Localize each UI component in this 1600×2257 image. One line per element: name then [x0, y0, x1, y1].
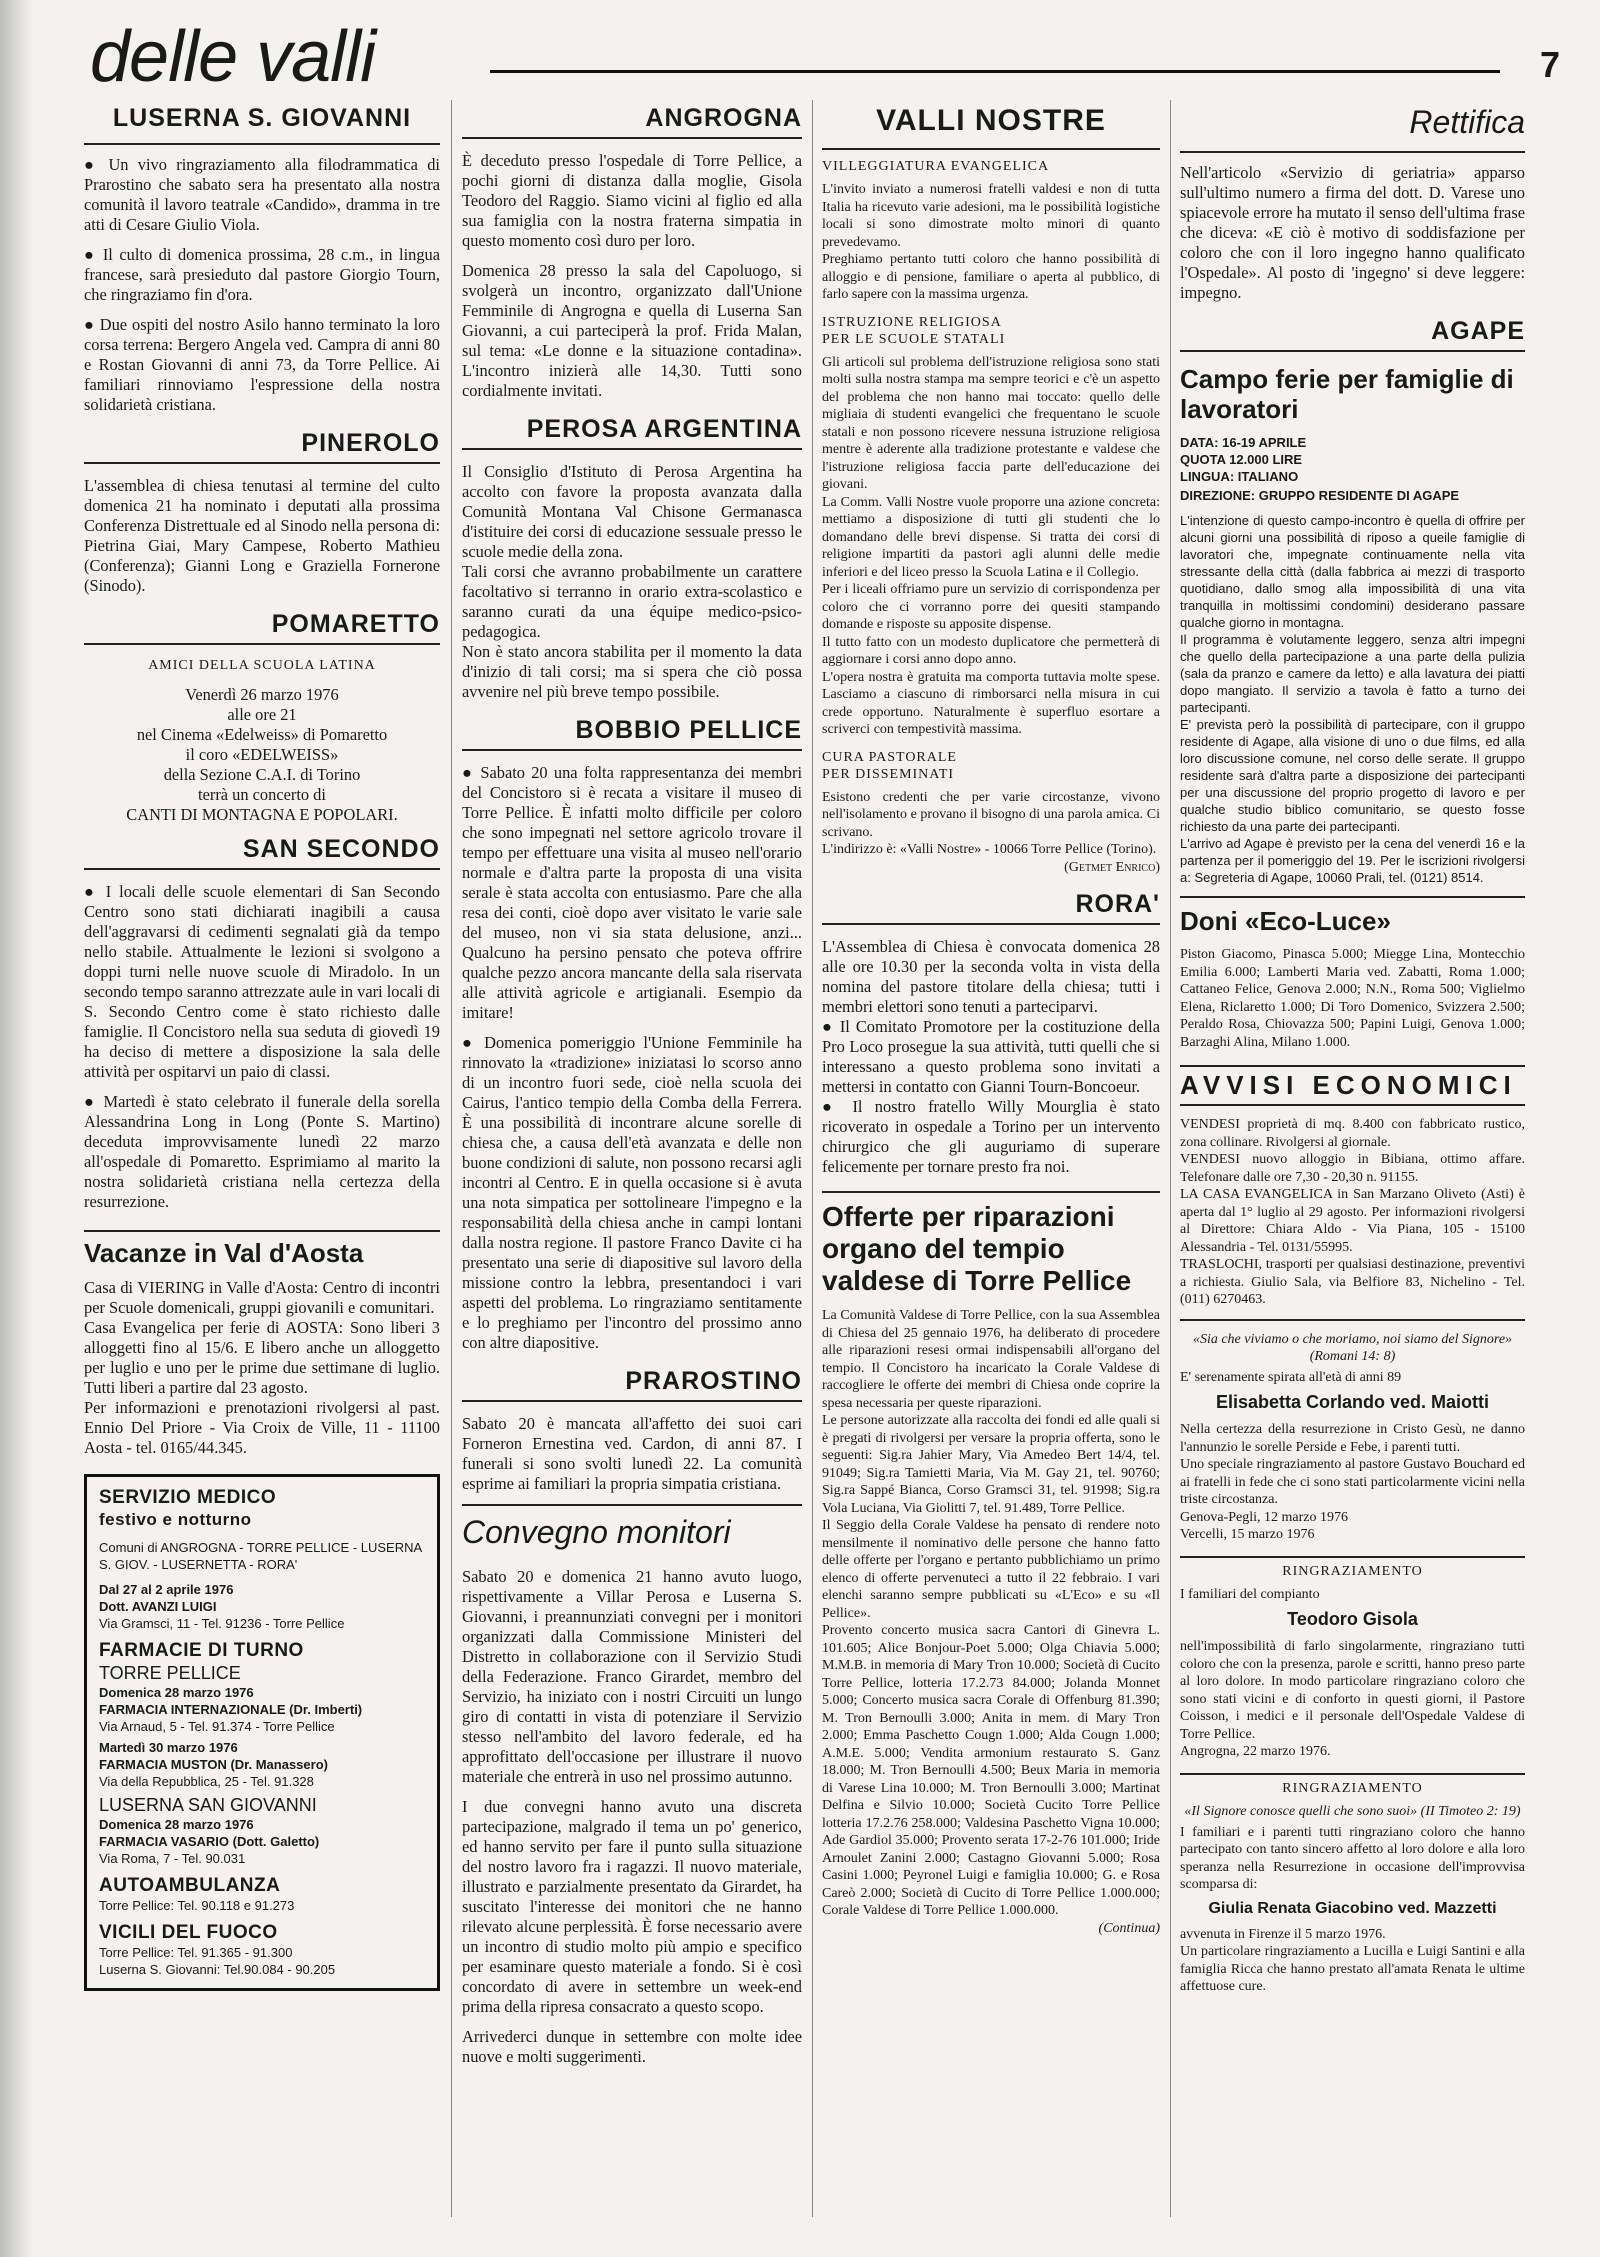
donation-list: Provento concerto musica sacra Cantori di Ginevra L. 101.605; Alice Bonjour-Poet 5.000; Olga Chiavia 5.000; M.M.B. in memoria di Mary Tron 10.000; Società di Cucito Torre Pellice, lotteria 17.2.73 84.000; Jolanda Monnet 5.000; Concerto musica sacra Corale di Offenburg 81.390; M. Tron Bernoulli 3.000; Anita in mem. di Mary Tron 2.000; Emma Paschetto Cougn 1.000; Alda Cougn 1.000; A.M.E. 5.000; Vendita armonium restaurato S. Ganz 18.000; M. Tron Bernoulli 4.500; Beux Maria in memoria di Varese Lina 10.000; M. Tron Bernoulli 3.000; Martinat Delfina e Silvio 10.000; Società Cucito Torre Pellice lotteria 17.2.76 258.000; Valdesina Paschetto Vigna 10.000; Ade Gardiol 35.000; Provento serata 17-2-76 101.000; Iride Arnoulet Zanini 2.000; Castagno Giovanni 5.000; Rosa Casini 1.000; Peyronel Luigi e famiglia 10.000; G. e Rosa Careò 2.000; Società di Cucito di Torre Pellice 1.000.000; Corale Valdese di Torre Pellice 1.000.000. — [822, 1623, 1160, 1918]
article-paragraph: L'intenzione di questo campo-incontro è quella di offrire per alcuni giorni una possibilità di riposo a queile famiglie di lavoratori che, impegnate continuamente nella vita stressante della città (dalla fabbrica ai mezzi di trasporto quotidiano, dallo smog alla impossibilità di una vita tranquilla in moltissimi condomini) desiderano passare qualche giorno in montagna. — [1180, 513, 1525, 630]
box-title: AUTOAMBULANZA — [99, 1874, 281, 1896]
article-paragraph: ● Due ospiti del nostro Asilo hanno terminato la loro corsa terrena: Bergero Angela ved. Campra di anni 80 e Rostan Giovanni di anni 73, da Torre Pellice. Ai familiari rinnoviamo l'espressione della nostra solidarietà cristiana. — [84, 315, 440, 414]
heading-pinerolo: PINEROLO — [84, 425, 440, 464]
heading-pomaretto: POMARETTO — [84, 606, 440, 645]
box-address: Via Arnaud, 5 - Tel. 91.374 - Torre Pellice — [99, 1718, 335, 1734]
article-paragraph: L'arrivo ad Agape è previsto per la cena del venerdì 16 e la partenza per il pomeriggio del 19. Per le iscrizioni rivolgersi a: Segreteria di Agape, 10060 Prali, tel. (0121) 8514. — [1180, 836, 1525, 885]
box-title: SERVIZIO MEDICO — [99, 1486, 277, 1508]
article-paragraph: ● Il nostro fratello Willy Mourglia è stato ricoverato in ospedale a Torino per un intervento chirurgico che gli auguriamo di superare felicemente per tornare presto fra noi. — [822, 1097, 1160, 1176]
column-3 — [822, 100, 1160, 2237]
subheading: PER DISSEMINATI — [822, 766, 955, 782]
box-address: Via Gramsci, 11 - Tel. 91236 - Torre Pellice — [99, 1615, 345, 1631]
box-date: Dal 27 al 2 aprile 1976 — [99, 1581, 234, 1597]
heading-convegno: Convegno monitori — [462, 1504, 802, 1555]
box-title: VICILI DEL FUOCO — [99, 1921, 278, 1943]
page-edge-shadow — [0, 0, 34, 2257]
box-pharmacy: FARMACIA MUSTON (Dr. Manassero) — [99, 1756, 328, 1772]
article-paragraph: L'indirizzo è: «Valli Nostre» - 10066 Torre Pellice (Torino). — [822, 842, 1157, 857]
article-paragraph: Sabato 20 e domenica 21 hanno avuto luogo, rispettivamente a Villar Perosa e Luserna S. Giovanni, i preannunziati convegni per i monitori organizzati dalla Commissione Ministeri del Distretto in collaborazione con il Servizio Studi della Federazione. Franco Girardet, membro del Servizio, ha iniziato con i nostri Circuiti un lungo giro di contatti in vista di potenziare il Servizio stesso nell'ambito del lavoro federale, ed ha approfittato dell'occasione per illustrare il nuovo materiale che entrerà in uso nel prossimo autunno. — [462, 1567, 802, 1786]
event-meta: LINGUA: ITALIANO — [1180, 469, 1299, 484]
box-text: Comuni di ANGROGNA - TORRE PELLICE - LUSERNA S. GIOV. - LUSERNETTA - RORA' — [99, 1539, 422, 1572]
article-paragraph: Il programma è volutamente leggero, senza altri impegni che quello della partecipazione a una parte della pulizia (sala da pranzo e camere da letto) e alla lavatura dei piatti dopo mangiato. Il servizio a tavola è fatto a turno dei partecipanti. — [1180, 632, 1525, 715]
article-paragraph: Gli articoli sul problema dell'istruzione religiosa sono stati molti sulla nostra stampa ma sempre teorici e c'è un aspetto del problema che non hanno mai toccato: quello delle migliaia di studenti evangelici che frequentano le scuole statali e non possono ricevere nessuna istruzione religiosa mentre è aderente alla tradizione protestante e valdese che l'istruzione religiosa faccia parte dell'educazione dei giovani. — [822, 354, 1160, 492]
heading-ringraziamento: RINGRAZIAMENTO — [1180, 1556, 1525, 1580]
article-paragraph: Casa Evangelica per ferie di AOSTA: Sono liberi 3 alloggetti fino al 15/6. E libero anche un alloggetto per luglio e uno per le prime due settimane di luglio. Tutti liberi a partire dal 23 agosto. — [84, 1317, 440, 1397]
obituary-text: Nella certezza della resurrezione in Cristo Gesù, ne danno l'annunzio le sorelle Perside e Febe, i parenti tutti. — [1180, 1422, 1525, 1455]
article-paragraph: Esistono credenti che per varie circostanze, vivono nell'isolamento e provano il bisogno di una parola amica. Ci scrivano. — [822, 789, 1160, 840]
obituary-date: Vercelli, 15 marzo 1976 — [1180, 1527, 1315, 1542]
article-paragraph: Domenica 28 presso la sala del Capoluogo, si svolgerà un incontro, organizzato dall'Unione Femminile di Angrogna e quella di Luserna San Giovanni, a cui parteciperà la prof. Frida Malan, sul tema: «Le donne e la situazione contadina». L'incontro inizierà alle 14,30. Tutti sono cordialmente invitati. — [462, 261, 802, 400]
article-paragraph: Per i liceali offriamo pure un servizio di corrispondenza per coloro che ci vorranno porre dei quesiti stampando domande e risposte su apposite dispense. — [822, 582, 1160, 632]
column-1 — [84, 100, 440, 2237]
event-meta: DIREZIONE: GRUPPO RESIDENTE DI AGAPE — [1180, 488, 1460, 503]
continued-label: (Continua) — [1098, 1920, 1160, 1936]
heading-rettifica: Rettifica — [1409, 104, 1525, 140]
author-signature: (Getmet Enrico) — [1064, 859, 1160, 875]
obituary-date: Genova-Pegli, 12 marzo 1976 — [1180, 1509, 1348, 1525]
event-meta: QUOTA 12.000 LIRE — [1180, 452, 1303, 467]
article-paragraph: E' prevista però la possibilità di partecipare, con il gruppo residente di Agape, alla visione di uno o due films, ed alla loro discussione comune, nel corso delle serate. Il gruppo residente sarà d'altra parte a disposizione dei partecipanti per una discussione del proprio progetto di lavoro e per qualche studio biblico comunitario, se questo fosse richiesto da una parte dei partecipanti. — [1180, 717, 1525, 834]
article-paragraph: Per informazioni e prenotazioni rivolgersi al past. Ennio Del Priore - Via Croix de Ville, 11 - 11100 Aosta - tel. 0165/44.345. — [84, 1397, 440, 1457]
page-number: 7 — [1539, 44, 1560, 85]
article-paragraph: ● Il culto di domenica prossima, 28 c.m., in lingua francese, sarà presieduto dal pastore Giorgio Tourn, che ringraziamo fin d'ora. — [84, 245, 440, 304]
subheading: VILLEGGIATURA EVANGELICA — [822, 159, 1050, 174]
heading-perosa: PEROSA ARGENTINA — [462, 411, 802, 450]
heading-luserna: LUSERNA S. GIOVANNI — [112, 104, 412, 132]
thanks-quote: «Il Signore conosce quelli che sono suoi» (II Timoteo 2: 19) — [1184, 1803, 1521, 1819]
event-line: terrà un concerto di — [198, 784, 326, 804]
obituary-quote: «Sia che viviamo o che moriamo, noi siamo del Signore» (Romani 14: 8) — [1192, 1331, 1513, 1364]
event-line: Venerdì 26 marzo 1976 — [185, 684, 339, 704]
thanks-date: Angrogna, 22 marzo 1976. — [1180, 1744, 1331, 1759]
classified-ad: LA CASA EVANGELICA in San Marzano Oliveto (Asti) è aperta dal 1° luglio al 29 agosto. Per informazioni rivolgersi al Direttore: Chiara Aldo - Via Piana, 105 - 15100 Alessandria - Tel. 0131/55995. — [1180, 1187, 1525, 1255]
box-address: Via Roma, 7 - Tel. 90.031 — [99, 1850, 246, 1866]
box-date: Domenica 28 marzo 1976 — [99, 1816, 254, 1832]
article-paragraph: Sabato 20 è mancata all'affetto dei suoi cari Forneron Ernestina ved. Cardon, di anni 87. I funerali si sono svolti lunedì 22. La comunità esprime ai familiari la propria simpatia cristiana. — [462, 1414, 802, 1493]
article-paragraph: La Comm. Valli Nostre vuole proporre una azione concreta: mettiamo a disposizione di tutti gli studenti che lo domandano delle brevi dispense. Si tratta dei corsi di religione impartiti da pastori agli alunni delle medie inferiori e del liceo presso la Scuola Latina e il Collegio. — [822, 494, 1160, 580]
article-paragraph: Il tutto fatto con un modesto duplicatore che permetterà di aggiornare i corsi anno dopo anno. — [822, 634, 1160, 667]
box-pharmacy: FARMACIA INTERNAZIONALE (Dr. Imberti) — [99, 1701, 363, 1717]
box-location: TORRE PELLICE — [99, 1662, 241, 1683]
heading-bobbio: BOBBIO PELLICE — [462, 712, 802, 751]
box-location: LUSERNA SAN GIOVANNI — [99, 1794, 317, 1815]
event-meta: DATA: 16-19 APRILE — [1180, 435, 1307, 450]
column-2 — [462, 100, 802, 2237]
box-date: Martedì 30 marzo 1976 — [99, 1739, 238, 1755]
thanks-text: nell'impossibilità di farlo singolarmente, ringraziano tutti coloro che con la presenza, parole e scritti, hanno preso parte al loro dolore. In modo particolare ringraziano coloro che sono stati vicini e di conforto in questi giorni, il Pastore Coisson, i medici e il personale dell'Ospedale Valdese di Torre Pellice. — [1180, 1639, 1525, 1742]
article-paragraph: Tali corsi che avranno probabilmente un carattere facoltativo si terranno in orario extra-scolastico e saranno curati da una équipe medico-psico-pedagogica. — [462, 562, 802, 641]
column-divider — [451, 100, 452, 2217]
event-subtitle: AMICI DELLA SCUOLA LATINA — [148, 658, 376, 673]
section-title: delle valli — [90, 17, 376, 97]
subheading: CURA PASTORALE — [822, 749, 957, 765]
box-phone: Torre Pellice: Tel. 91.365 - 91.300 — [99, 1944, 293, 1960]
medical-service-box — [84, 1474, 440, 1991]
article-paragraph: I due convegni hanno avuto una discreta partecipazione, malgrado il tema un po' generico, ed hanno servito per fare il punto sulla situazione del nostro lavoro fra i ragazzi. Il nuovo materiale, illustrato e parzialmente presentato da Girardet, ha suscitato l'interesse dei monitori che ne hanno rilevato alcune perplessità. È forse necessario avere un incontro di studio molto più ampio e specifico per esaminare questo materiale a fondo. Si è così concordato di avere in settembre un week-end prima della ripresa consacrato a questo scopo. — [462, 1797, 802, 2016]
column-divider — [812, 100, 813, 2217]
box-phone: Torre Pellice: Tel. 90.118 e 91.273 — [99, 1897, 295, 1913]
event-line: della Sezione C.A.I. di Torino — [163, 764, 361, 784]
article-paragraph: Le persone autorizzate alla raccolta dei fondi ed alle quali si è pregati di rivolgersi per versare la propria offerta, sono le seguenti: Sig.ra Jahier Mary, Via Amedeo Bert 14/4, tel. 91049; Sig.ra Tamietti Maria, Via M. Gay 21, tel. 90760; Sig.ra Sappé Bianca, Corso Gramsci 31, tel. 91998; Sig.ra Vola Luciana, Via Giolitti 7, tel. 91.489, Torre Pellice. — [822, 1413, 1160, 1516]
heading-offerte: Offerte per riparazioni organo del tempio valdese di Torre Pellice — [822, 1201, 1132, 1296]
divider — [84, 143, 440, 145]
article-paragraph: Preghiamo pertanto tutti coloro che hanno possibilità di alloggio e di pensione, familiare o aperta al pubblico, di farlo sapere con la massima urgenza. — [822, 252, 1160, 302]
box-title: FARMACIE DI TURNO — [99, 1639, 304, 1661]
heading-san-secondo: SAN SECONDO — [84, 831, 440, 870]
subheading: ISTRUZIONE RELIGIOSA — [822, 314, 1002, 330]
masthead-rule — [490, 70, 1500, 73]
article-paragraph: ● Un vivo ringraziamento alla filodrammatica di Prarostino che sabato sera ha presentato alla nostra comunità il lavoro teatrale «Candido», dramma in tre atti di Cesare Giulio Viola. — [84, 155, 440, 234]
heading-prarostino: PRAROSTINO — [462, 1363, 802, 1402]
event-line: alle ore 21 — [227, 704, 297, 724]
divider — [822, 148, 1160, 150]
heading-rora: RORA' — [822, 886, 1160, 925]
column-divider — [1170, 100, 1171, 2217]
classified-ad: VENDESI nuovo alloggio in Bibiana, ottimo affare. Telefonare dalle ore 7,30 - 20,30 n. 91155. — [1180, 1152, 1525, 1185]
box-date: Domenica 28 marzo 1976 — [99, 1684, 254, 1700]
event-line: CANTI DI MONTAGNA E POPOLARI. — [126, 804, 398, 824]
article-paragraph: Non è stato ancora stabilita per il momento la data d'inizio di tali corsi; ma si spera che ciò possa avvenire nel più breve tempo possibile. — [462, 642, 802, 701]
article-paragraph: Casa di VIERING in Valle d'Aosta: Centro di incontri per Scuole domenicali, gruppi giovanili e comunitari. — [84, 1277, 440, 1317]
thanks-text: I familiari e i parenti tutti ringraziano coloro che hanno partecipato con tanto sincero affetto al loro dolore e alla loro speranza nella Resurrezione in occasione dell'improvvisa scomparsa di: — [1180, 1824, 1525, 1892]
divider — [1180, 1319, 1525, 1321]
column-4 — [1180, 100, 1525, 2237]
article-paragraph: L'opera nostra è gratuita ma comporta tuttavia molte spese. Lasciamo a ciascuno di rimborsarci nella misura in cui crede opportuno. Naturalmente è superfluo esortare a scriverci con tempestività massima. — [822, 669, 1160, 737]
heading-agape: AGAPE — [1180, 313, 1525, 352]
heading-angrogna: ANGROGNA — [462, 100, 802, 139]
article-paragraph: La Comunità Valdese di Torre Pellice, con la sua Assemblea di Chiesa del 25 gennaio 1976, ha deliberato di procedere alle riparazioni resesi ormai indispensabili all'organo del tempio. Il Concistoro ha incaricato la Corale Valdese di raccogliere le offerte dei membri di Chiesa onde coprire la spesa necessaria per queste riparazioni. — [822, 1308, 1160, 1411]
heading-doni: Doni «Eco-Luce» — [1180, 906, 1391, 936]
heading-avvisi: AVVISI ECONOMICI — [1180, 1065, 1525, 1106]
box-doctor: Dott. AVANZI LUIGI — [99, 1598, 217, 1614]
box-address: Via della Repubblica, 25 - Tel. 91.328 — [99, 1773, 314, 1789]
event-line: il coro «EDELWEISS» — [185, 744, 339, 764]
obituary-text: Uno speciale ringraziamento al pastore Gustavo Bouchard ed ai fratelli in fede che ci sono stati particolarmente vicini nella triste circostanza. — [1180, 1457, 1525, 1507]
article-paragraph: ● I locali delle scuole elementari di San Secondo Centro sono stati dichiarati inagibili a causa dell'aggravarsi di cedimenti segnalati già da tempo nello stabile. Attualmente le lezioni si svolgono a doppi turni nelle nuove scuole di Miradolo. In un secondo tempo saranno attrezzate aule in vari locali di S. Secondo Centro come è stato richiesto dalle famiglie. Il Concistoro nella sua seduta di giovedì 19 ha deciso di mettere a disposizione la sala delle attività per ospitarvi un paio di classi. — [84, 881, 440, 1081]
article-paragraph: È deceduto presso l'ospedale di Torre Pellice, a pochi giorni di distanza dalla moglie, Gisola Teodoro del Raggio. Siamo vicini al figlio ed alla sua famiglia con la nostra fraterna simpatia in questo momento così duro per loro. — [462, 151, 802, 250]
article-paragraph: L'assemblea di chiesa tenutasi al termine del culto domenica 21 ha nominato i deputati alla prossima Conferenza Distrettuale ed al Sinodo nella persona di: Pietrina Giai, Mary Campese, Roberto Mathieu (Conferenza); Gianni Long e Graziella Fornerone (Sinodo). — [84, 476, 440, 595]
box-pharmacy: FARMACIA VASARIO (Dott. Galetto) — [99, 1833, 320, 1849]
event-line: nel Cinema «Edelweiss» di Pomaretto — [136, 724, 388, 744]
classified-ad: VENDESI proprietà di mq. 8.400 con fabbricato rustico, zona collinare. Rivolgersi al giornale. — [1180, 1117, 1525, 1150]
box-phone: Luserna S. Giovanni: Tel.90.084 - 90.205 — [99, 1961, 336, 1977]
divider — [822, 1191, 1160, 1193]
obituary-text: E' serenamente spirata all'età di anni 89 — [1180, 1369, 1402, 1385]
thanks-name: Teodoro Gisola — [1287, 1609, 1418, 1629]
obituary-name: Elisabetta Corlando ved. Maiotti — [1215, 1392, 1490, 1412]
thanks-name: Giulia Renata Giacobino ved. Mazzetti — [1208, 1899, 1497, 1917]
divider — [1180, 151, 1525, 153]
article-paragraph: Nell'articolo «Servizio di geriatria» apparso sull'ultimo numero a firma del dott. D. Varese uno spiacevole errore ha mutato il senso dell'ultima frase che diceva: «E ciò è motivo di soddisfazione per coloro che con il loro ingegno hanno qualificato l'Ospedale». Al posto di 'ingegno' si deve leggere: impegno. — [1180, 163, 1525, 302]
thanks-text: avvenuta in Firenze il 5 marzo 1976. — [1180, 1926, 1386, 1942]
heading-campo-ferie: Campo ferie per famiglie di lavoratori — [1180, 364, 1514, 424]
heading-ringraziamento: RINGRAZIAMENTO — [1180, 1773, 1525, 1797]
divider — [84, 1230, 440, 1236]
classified-ad: TRASLOCHI, trasporti per qualsiasi destinazione, preventivi a richiesta. Giulio Sala, via Belfiore 83, Nichelino - Tel. (011) 6270463. — [1180, 1257, 1525, 1307]
article-paragraph: ● Il Comitato Promotore per la costituzione della Pro Loco prosegue la sua attività, tutti quelli che si interessano a questo problema sono invitati a mettersi in contatto con Gianni Tourn-Boncoeur. — [822, 1017, 1160, 1096]
article-paragraph: Il Consiglio d'Istituto di Perosa Argentina ha accolto con favore la proposta avanzata dalla Comunità Montana Val Chisone Germanasca d'istituire dei corsi di educazione sessuale presso le scuole medie della zona. — [462, 462, 802, 561]
heading-valli-nostre: VALLI NOSTRE — [876, 104, 1106, 137]
subheading: PER LE SCUOLE STATALI — [822, 331, 1006, 347]
thanks-text: Un particolare ringraziamento a Lucilla e Luigi Santini e alla famiglia Ricca che hanno prestato all'amata Renata le ultime affettuose cure. — [1180, 1944, 1525, 1994]
article-paragraph: Arrivederci dunque in settembre con molte idee nuove e molti suggerimenti. — [462, 2027, 802, 2066]
article-paragraph: L'Assemblea di Chiesa è convocata domenica 28 alle ore 10.30 per la seconda volta in vista della nomina del pastore titolare della chiesa; tutti i membri elettori sono tenuti a parteciparvi. — [822, 937, 1160, 1016]
divider — [1180, 896, 1525, 898]
article-paragraph: Il Seggio della Corale Valdese ha pensato di rendere noto mensilmente il nominativo delle persone che hanno fatto delle offerte per l'organo e pertanto pubblichiamo un primo elenco di offerte pervenuteci a tutto il 22 febbraio. I vari elenchi saranno sempre pubblicati su «L'Eco» e su «Il Pellice». — [822, 1518, 1160, 1621]
masthead — [90, 18, 1560, 98]
thanks-text: I familiari del compianto — [1180, 1586, 1320, 1602]
article-paragraph: ● Sabato 20 una folta rappresentanza dei membri del Concistoro si è recata a visitare il museo di Torre Pellice. È infatti molto difficile per coloro che sono impegnati nel settore agricolo trovare il tempo per effettuare una visita al museo nell'orario normale e d'altra parte la proposta di una visita serale è stata accolta con entusiasmo. Pare che alla resa dei conti, cioè dopo aver visitato le varie sale del museo, non vi sia stata delusione, anzi... Qualcuno ha persino pensato che poteva offrire qualche pezzo ancora mancante della sala riservata alle attività agricole e artigianali. Esempio da imitare! — [462, 763, 802, 1022]
article-paragraph: ● Martedì è stato celebrato il funerale della sorella Alessandrina Long in Long (Ponte S. Martino) deceduta improvvisamente lunedì 22 marzo all'ospedale di Pomaretto. Esprimiamo al marito la nostra solidarietà cristiana nella certezza della resurrezione. — [84, 1091, 440, 1211]
article-paragraph: L'invito inviato a numerosi fratelli valdesi e non di tutta Italia ha ricevuto varie adesioni, ma le possibilità logistiche locali si sono dimostrate molto minori di quanto prevedevamo. — [822, 182, 1160, 250]
article-paragraph: ● Domenica pomeriggio l'Unione Femminile ha rinnovato la «tradizione» iniziatasi lo scorso anno di un incontro fuori sede, cioè nella scuola dei Cairus, l'antico tempio della Comba della Ferrera. È una possibilità di incontrare alcune sorelle di chiesa che, a causa dell'età avanzata e delle non buone condizioni di salute, non possono recarsi agli incontri al Centro. E in quella occasione si è avuta una nota simpatica per sottolineare l'impegno e la responsabilità della chiesa anche in campi lontani dalla nostra regione. Il pastore Franco Davite ci ha presentato una serie di diapositive sul lavoro della missione contro la lebbra, presentandoci i vari aspetti del problema. Lo ringraziamo sentitamente e lo preghiamo per l'incontro del prossimo anno con altre diapositive. — [462, 1033, 802, 1352]
heading-vacanze: Vacanze in Val d'Aosta — [84, 1237, 364, 1268]
donation-list: Piston Giacomo, Pinasca 5.000; Miegge Lina, Montecchio Emilia 6.000; Lamberti Maria ved. Zabatti, Roma 1.000; Cattaneo Felice, Genova 2.000; N.N., Roma 500; Viglielmo Elena, Riclaretto 1.000; Di Toro Domenico, Svizzera 2.500; Peraldo Rosa, Chiovazza 500; Papini Luigi, Genova 1.000; Barzaghi Alina, Milano 1.000. — [1180, 947, 1525, 1050]
box-subtitle: festivo e notturno — [99, 1509, 252, 1529]
